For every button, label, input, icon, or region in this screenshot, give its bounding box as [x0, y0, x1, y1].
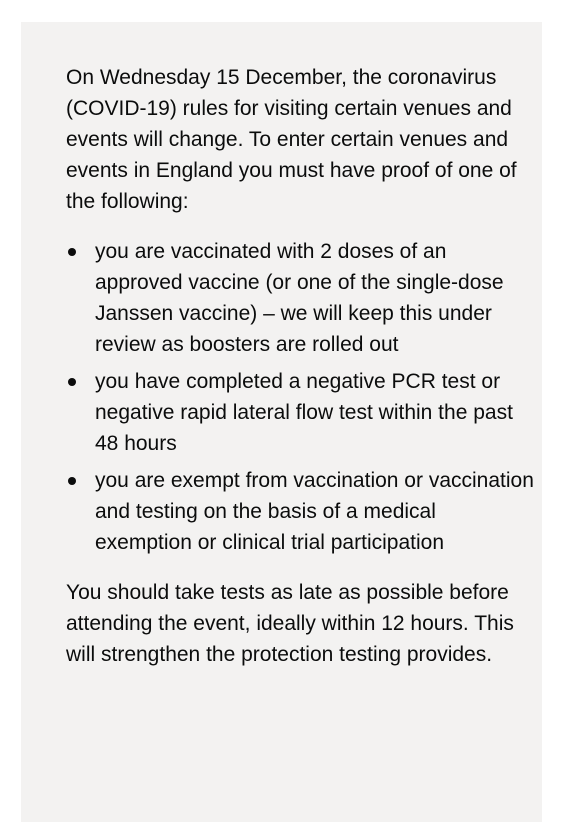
bullet-icon — [68, 248, 76, 256]
list-item — [66, 236, 536, 360]
list-item — [66, 366, 536, 459]
requirements-list — [66, 236, 536, 558]
intro-paragraph: On Wednesday 15 December, the coronavirus (COVID-19) rules for visiting certain venues and events will change. To enter certain venues and events in England you must have proof of one of the following: — [66, 66, 517, 213]
list-item-text: you have completed a negative PCR test or negative rapid lateral flow test within the past 48 hours — [95, 370, 513, 455]
bullet-icon — [68, 477, 76, 485]
info-panel — [21, 22, 542, 822]
panel-content — [66, 62, 536, 670]
closing-paragraph: You should take tests as late as possible before attending the event, ideally within 12 hours. This will strengthen the protection testing provides. — [66, 581, 514, 666]
bullet-icon — [68, 378, 76, 386]
list-item-text: you are exempt from vaccination or vaccination and testing on the basis of a medical exemption or clinical trial participation — [95, 469, 534, 554]
list-item — [66, 465, 536, 558]
list-item-text: you are vaccinated with 2 doses of an approved vaccine (or one of the single-dose Janssen vaccine) – we will keep this under review as boosters are rolled out — [95, 240, 504, 356]
